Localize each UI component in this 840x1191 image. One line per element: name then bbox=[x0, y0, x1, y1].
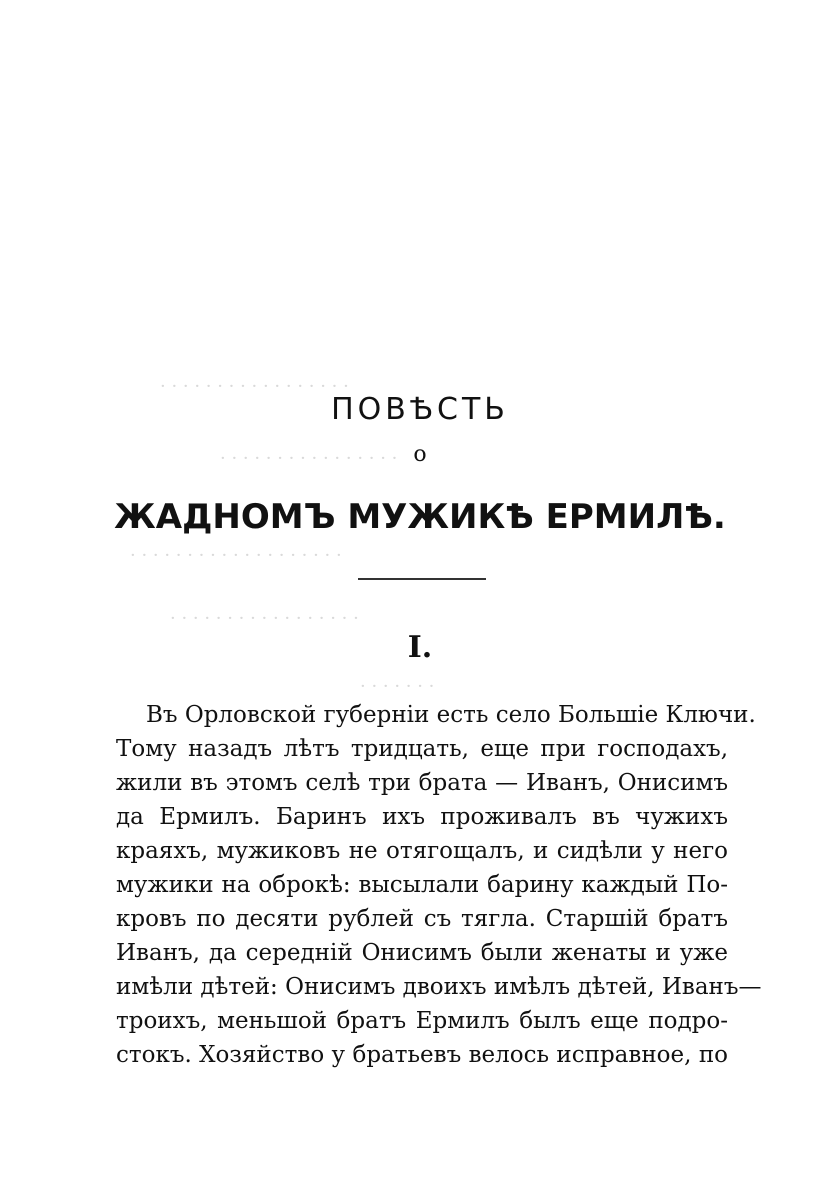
story-title-preposition: о bbox=[413, 442, 427, 467]
paragraph-line: Иванъ, да середній Онисимъ были женаты и уже bbox=[116, 940, 728, 966]
paragraph-line: Тому назадъ лѣтъ тридцать, еще при господахъ, bbox=[116, 736, 728, 762]
paragraph-line: краяхъ, мужиковъ не отягощалъ, и сидѣли у него bbox=[116, 838, 728, 864]
paragraph-line: жили въ этомъ селѣ три брата — Иванъ, Онисимъ bbox=[116, 770, 728, 796]
paragraph-line: да Ермилъ. Баринъ ихъ проживалъ въ чужихъ bbox=[116, 804, 728, 830]
title-divider-rule bbox=[358, 578, 486, 580]
chapter-paragraph bbox=[116, 698, 762, 1072]
show-through-texture: · · · · · · · bbox=[360, 676, 435, 697]
chapter-number: I. bbox=[407, 630, 433, 665]
show-through-texture: · · · · · · · · · · · · · · · · · bbox=[170, 608, 359, 629]
show-through-texture: · · · · · · · · · · · · · · · · bbox=[220, 448, 398, 469]
paragraph-line: троихъ, меньшой братъ Ермилъ былъ еще подро- bbox=[116, 1008, 728, 1034]
paragraph-line: имѣли дѣтей: Онисимъ двоихъ имѣлъ дѣтей, Иванъ— bbox=[116, 974, 762, 1000]
paragraph-line: стокъ. Хозяйство у братьевъ велось исправное, по bbox=[116, 1042, 728, 1068]
story-title-word: ПОВѢСТЬ bbox=[331, 392, 509, 427]
show-through-texture: · · · · · · · · · · · · · · · · · · · bbox=[130, 545, 342, 566]
paragraph-line: кровъ по десяти рублей съ тягла. Старшій братъ bbox=[116, 906, 728, 932]
story-title-subject: ЖАДНОМЪ МУЖИКѢ ЕРМИЛѢ. bbox=[114, 497, 726, 537]
paragraph-line: Въ Орловской губерніи есть село Большіе Ключи. bbox=[146, 702, 756, 728]
paragraph-line: мужики на оброкѣ: высылали барину каждый По- bbox=[116, 872, 728, 898]
show-through-texture: · · · · · · · · · · · · · · · · · bbox=[160, 376, 349, 397]
